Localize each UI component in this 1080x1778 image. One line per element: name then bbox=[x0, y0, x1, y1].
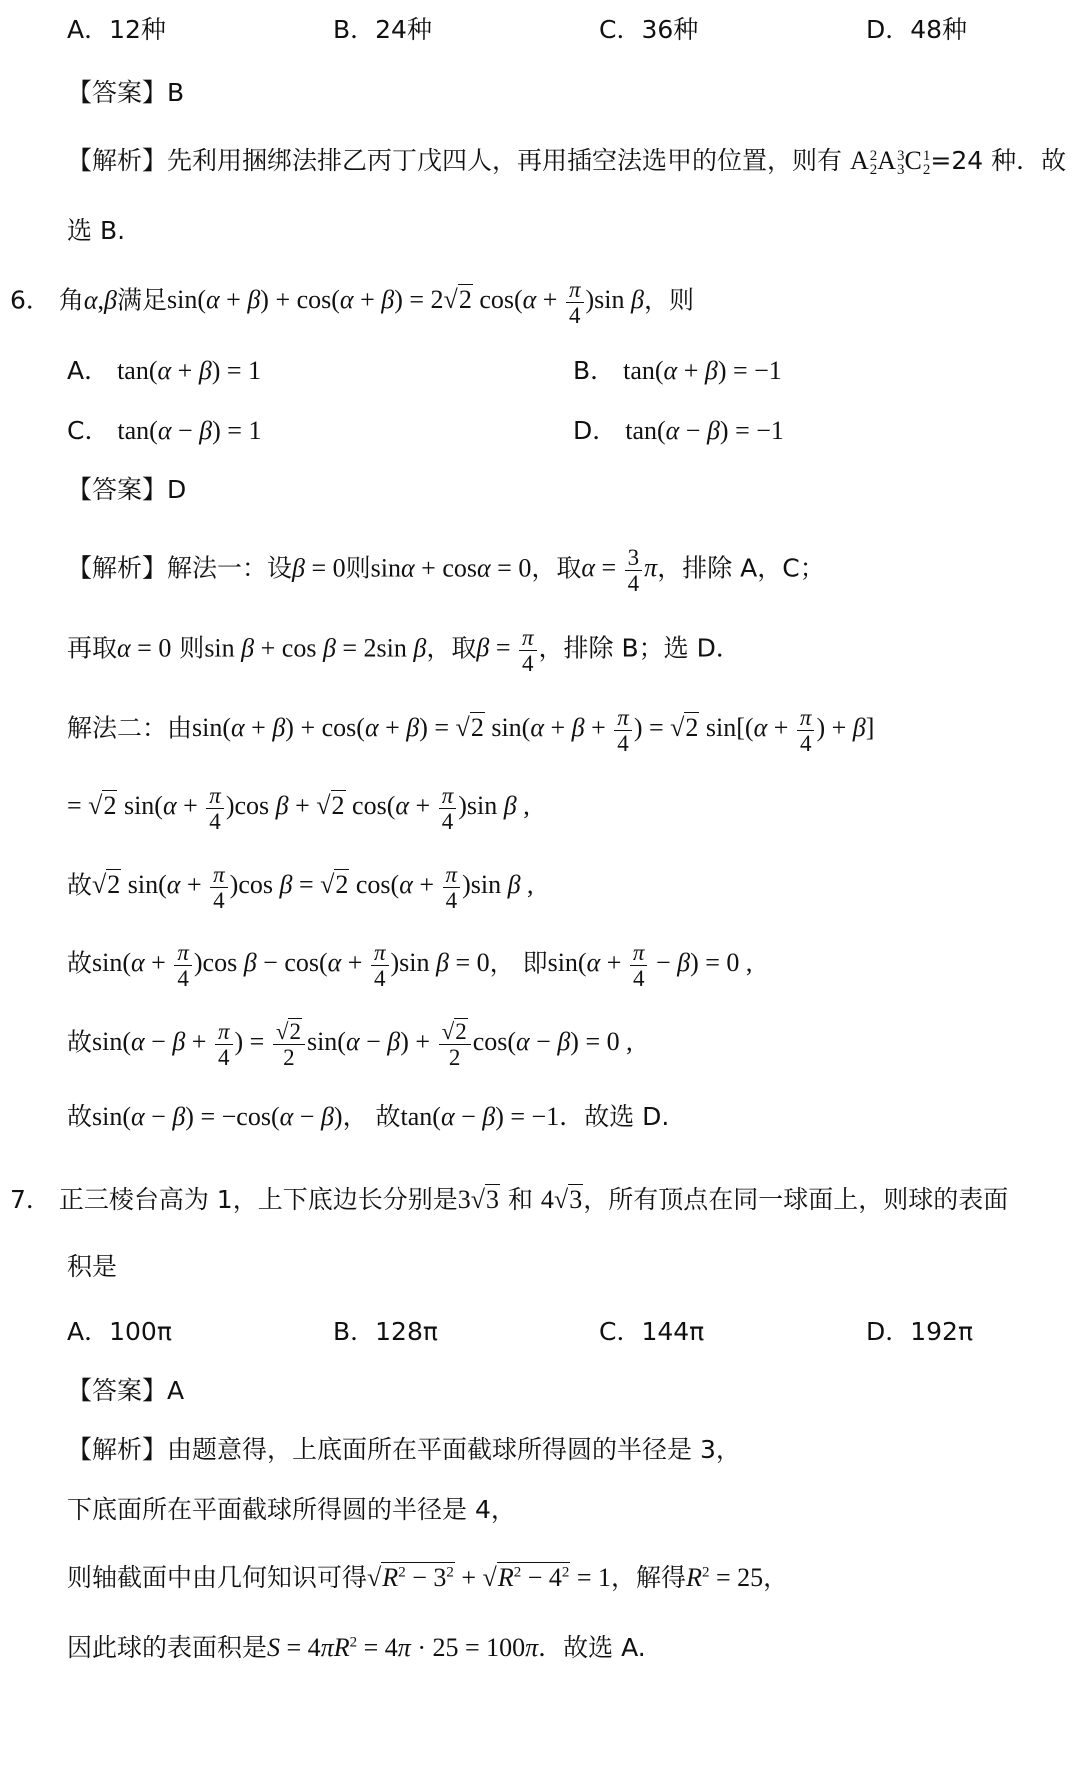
q6-analysis-line-6: 故sin(α + $\frac{\pi}{4}$ )cos β − cos(α + $\frac{\pi}{4}$ )sin β = 0， 即sin(α + $\frac{\pi}{4}$ − β) = 0 , bbox=[67, 940, 753, 991]
formula: β = $\frac{\pi}{4}$ bbox=[476, 633, 538, 662]
q6-analysis-line-2 bbox=[67, 625, 741, 676]
q6-answer bbox=[67, 475, 186, 505]
q7-stem bbox=[10, 1185, 1008, 1215]
q7-answer bbox=[67, 1376, 184, 1406]
question-number: 7． bbox=[10, 1185, 51, 1214]
answer-value: B bbox=[167, 78, 185, 107]
analysis-tag: 【解析】 bbox=[67, 553, 168, 583]
stem-text: 和 bbox=[507, 1185, 533, 1214]
formula: sin(α − β) = −cos(α − β) bbox=[92, 1102, 343, 1131]
answer-value: D bbox=[167, 475, 187, 504]
stem-text: 角 bbox=[58, 285, 84, 315]
analysis-result: =24 种．故 bbox=[930, 146, 1067, 175]
formula: α = $\frac{3}{4}$ π bbox=[581, 545, 658, 596]
q6-analysis-line-5 bbox=[67, 862, 534, 913]
analysis-text: 再取 bbox=[67, 633, 118, 663]
formula: 3√3 bbox=[457, 1185, 499, 1214]
analysis-text: 故 bbox=[67, 870, 93, 900]
q6-option-b bbox=[573, 356, 782, 386]
q6-stem bbox=[10, 277, 694, 328]
analysis-text: ，排除 B；选 D． bbox=[538, 633, 741, 663]
q5-analysis bbox=[67, 146, 1066, 177]
stem-text: ，所有顶点在同一球面上，则球的表面 bbox=[583, 1185, 1009, 1214]
formula: $√R^2 - 3^2 + √R^2 - 4^2 = 1$ bbox=[367, 1563, 612, 1592]
option-letter: B． bbox=[573, 356, 616, 385]
q5-option-b: B．24种 bbox=[333, 15, 432, 44]
analysis-text: 故 bbox=[375, 1102, 401, 1131]
formula: β = 0 bbox=[292, 553, 346, 583]
formula: sin(α + $\frac{\pi}{4}$ − β) = 0 , bbox=[547, 940, 753, 991]
analysis-text: 由题意得，上底面所在平面截球所得圆的半径是 3， bbox=[167, 1435, 741, 1464]
formula: tan(α − β) = 1 bbox=[117, 416, 262, 445]
q7-option-d: D．192π bbox=[866, 1317, 974, 1346]
analysis-text: 即 bbox=[522, 948, 548, 978]
q6-option-a bbox=[67, 356, 261, 386]
formula: $S = 4\pi R^2 = 4\pi \cdot 25 = 100\pi$ bbox=[267, 1633, 539, 1662]
formula: sin(α − β + $\frac{\pi}{4}$ ) = $\frac{√2}{2}$ sin(α − β) + $\frac{√2}{2}$ cos(α − β) = 0 , bbox=[92, 1019, 633, 1070]
analysis-text: ．故选 A. bbox=[538, 1633, 646, 1662]
question-number: 6． bbox=[10, 285, 51, 315]
formula: sin(α + $\frac{\pi}{4}$ )cos β − cos(α + $\frac{\pi}{4}$ )sin β = 0 bbox=[92, 940, 490, 991]
analysis-text: 故 bbox=[67, 948, 93, 978]
answer-tag: 【答案】 bbox=[67, 475, 168, 504]
q7-option-b: B．128π bbox=[333, 1317, 438, 1346]
formula: tan(α − β) = −1 bbox=[625, 416, 784, 445]
q6-option-c bbox=[67, 416, 261, 446]
analysis-text: ，排除 A，C； bbox=[657, 553, 825, 583]
formula: tan(α + β) = 1 bbox=[117, 356, 262, 385]
answer-value: A bbox=[167, 1376, 185, 1405]
stem-text: 正三棱台高为 1，上下底边长分别是 bbox=[58, 1185, 458, 1214]
q6-analysis-line-7 bbox=[67, 1019, 633, 1070]
formula: α = 0 bbox=[117, 633, 172, 663]
analysis-text: 则 bbox=[345, 553, 371, 583]
analysis-text: ，取 bbox=[426, 633, 477, 663]
stem-text: ，则 bbox=[643, 285, 694, 315]
formula: sin(α + β) + cos(α + β) = 2√2 cos(α + $\frac{\pi}{4}$ )sin β bbox=[167, 277, 644, 328]
analysis-text: ，取 bbox=[531, 553, 582, 583]
analysis-text: 故 bbox=[67, 1027, 93, 1057]
q7-analysis-line-3: 则轴截面中由几何知识可得$√R^2 - 3^2 + √R^2 - 4^2 = 1$，解得$R^2 = 25$， bbox=[67, 1563, 789, 1592]
analysis-text: 故 bbox=[67, 1102, 93, 1131]
formula: = √2 sin(α + $\frac{\pi}{4}$ )cos β + √2 cos(α + $\frac{\pi}{4}$ )sin β , bbox=[67, 783, 530, 834]
q7-analysis-line-4 bbox=[67, 1633, 646, 1663]
analysis-text: ，解得 bbox=[611, 1563, 687, 1592]
q5-option-d: D．48种 bbox=[866, 15, 968, 44]
formula: 4√3 bbox=[540, 1185, 583, 1214]
formula: tan(α − β) = −1 bbox=[400, 1102, 560, 1131]
q5-answer bbox=[67, 78, 184, 108]
q7-option-a: A．100π bbox=[67, 1317, 172, 1346]
analysis-text: 则 bbox=[179, 633, 205, 663]
answer-tag: 【答案】 bbox=[67, 78, 168, 107]
answer-tag: 【答案】 bbox=[67, 1376, 168, 1405]
q5-option-c: C．36种 bbox=[599, 15, 699, 44]
stem-text: 满足 bbox=[116, 285, 167, 315]
formula: sinα + cosα = 0 bbox=[370, 553, 532, 583]
analysis-tag: 【解析】 bbox=[67, 146, 168, 175]
option-letter: A． bbox=[67, 356, 110, 385]
option-letter: C． bbox=[67, 416, 110, 445]
q7-option-c: C．144π bbox=[599, 1317, 705, 1346]
formula: α,β bbox=[83, 285, 117, 315]
q6-option-d bbox=[573, 416, 784, 446]
formula: tan(α + β) = −1 bbox=[623, 356, 782, 385]
analysis-tag: 【解析】 bbox=[67, 1435, 168, 1464]
q7-analysis-line-2: 下底面所在平面截球所得圆的半径是 4， bbox=[67, 1495, 516, 1524]
analysis-text: ．故选 D. bbox=[559, 1102, 670, 1131]
q7-stem-cont: 积是 bbox=[67, 1252, 118, 1281]
analysis-text: 则轴截面中由几何知识可得 bbox=[67, 1563, 368, 1592]
analysis-text: 解法一：设 bbox=[167, 553, 293, 583]
q5-option-a: A．12种 bbox=[67, 15, 166, 44]
q6-analysis-line-8: 故sin(α − β) = −cos(α − β)， 故tan(α − β) = −1．故选 D. bbox=[67, 1102, 670, 1131]
q7-analysis-line-1 bbox=[67, 1435, 741, 1465]
formula: $R^2 = 25$ bbox=[686, 1563, 764, 1592]
q6-analysis-line-4 bbox=[67, 783, 530, 834]
formula: sin β + cos β = 2sin β bbox=[204, 633, 427, 663]
analysis-text: 先利用捆绑法排乙丙丁戊四人，再用插空法选甲的位置，则有 bbox=[167, 146, 843, 175]
formula: sin(α + β) + cos(α + β) = √2 sin(α + β + $\frac{\pi}{4}$ ) = √2 sin[(α + $\frac{\pi}{4}$ ) + β] bbox=[192, 705, 875, 756]
analysis-text: 解法二：由 bbox=[67, 713, 193, 743]
option-letter: D． bbox=[573, 416, 618, 445]
q6-analysis-line-1 bbox=[67, 545, 825, 596]
analysis-text: 因此球的表面积是 bbox=[67, 1633, 268, 1662]
formula: A 2 2 A 3 3 C 1 2 bbox=[849, 146, 931, 179]
formula: √2 sin(α + $\frac{\pi}{4}$ )cos β = √2 cos(α + $\frac{\pi}{4}$ )sin β , bbox=[92, 862, 534, 913]
q5-analysis-end: 选 B. bbox=[67, 216, 126, 245]
q6-analysis-line-3 bbox=[67, 705, 874, 756]
